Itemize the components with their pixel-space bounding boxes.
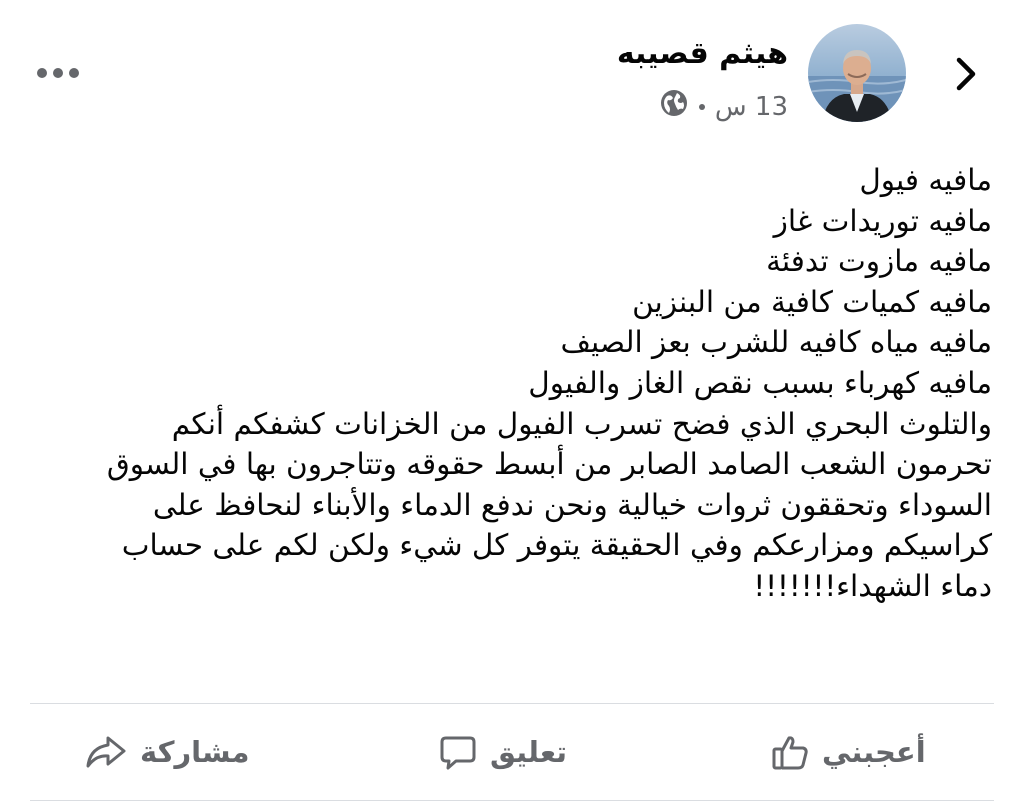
post-line: كراسيكم ومزارعكم وفي الحقيقة يتوفر كل شيء ولكن لكم على حساب	[121, 528, 992, 563]
like-button[interactable]	[770, 726, 926, 778]
post-line: مافيه توريدات غاز	[773, 203, 992, 238]
share-label: مشاركة	[140, 735, 250, 769]
thumbs-up-icon	[770, 732, 810, 772]
post-line: مافيه كهرباء بسبب نقص الغاز والفيول	[528, 365, 992, 400]
actions-divider-bottom	[30, 800, 994, 801]
share-button[interactable]	[84, 726, 250, 778]
back-button[interactable]	[946, 52, 986, 96]
post-meta	[659, 88, 788, 125]
post-line: مافيه مياه كافيه للشرب بعز الصيف	[560, 325, 992, 360]
post-time[interactable]: 13 س	[714, 91, 788, 122]
post-line: السوداء وتحققون ثروات خيالية ونحن ندفع الدماء والأبناء لنحافظ على	[152, 487, 992, 522]
like-label: أعجبني	[822, 735, 926, 769]
comment-icon	[438, 732, 478, 772]
post-line: دماء الشهداء!!!!!!!	[753, 568, 992, 603]
comment-button[interactable]	[438, 726, 567, 778]
separator-dot	[699, 104, 705, 110]
actions-divider-top	[30, 703, 994, 704]
post-line: والتلوث البحري الذي فضح تسرب الفيول من الخزانات كشفكم أنكم	[171, 406, 992, 441]
post-line: مافيه فيول	[859, 163, 992, 197]
comment-label: تعليق	[490, 735, 568, 769]
post-text	[32, 160, 992, 607]
chevron-right-icon	[953, 56, 979, 92]
more-options-button[interactable]	[32, 58, 84, 88]
post-line: مافيه مازوت تدفئة	[766, 244, 992, 279]
avatar[interactable]	[808, 24, 906, 122]
ellipsis-icon	[36, 67, 80, 79]
share-icon	[84, 732, 128, 772]
post-line: تحرمون الشعب الصامد الصابر من أبسط حقوقه وتتاجرون بها في السوق	[106, 447, 992, 482]
author-name[interactable]: هيثم قصيبه	[616, 36, 788, 71]
post-header	[0, 0, 1024, 140]
globe-icon	[659, 88, 689, 125]
post-line: مافيه كميات كافية من البنزين	[632, 284, 992, 319]
